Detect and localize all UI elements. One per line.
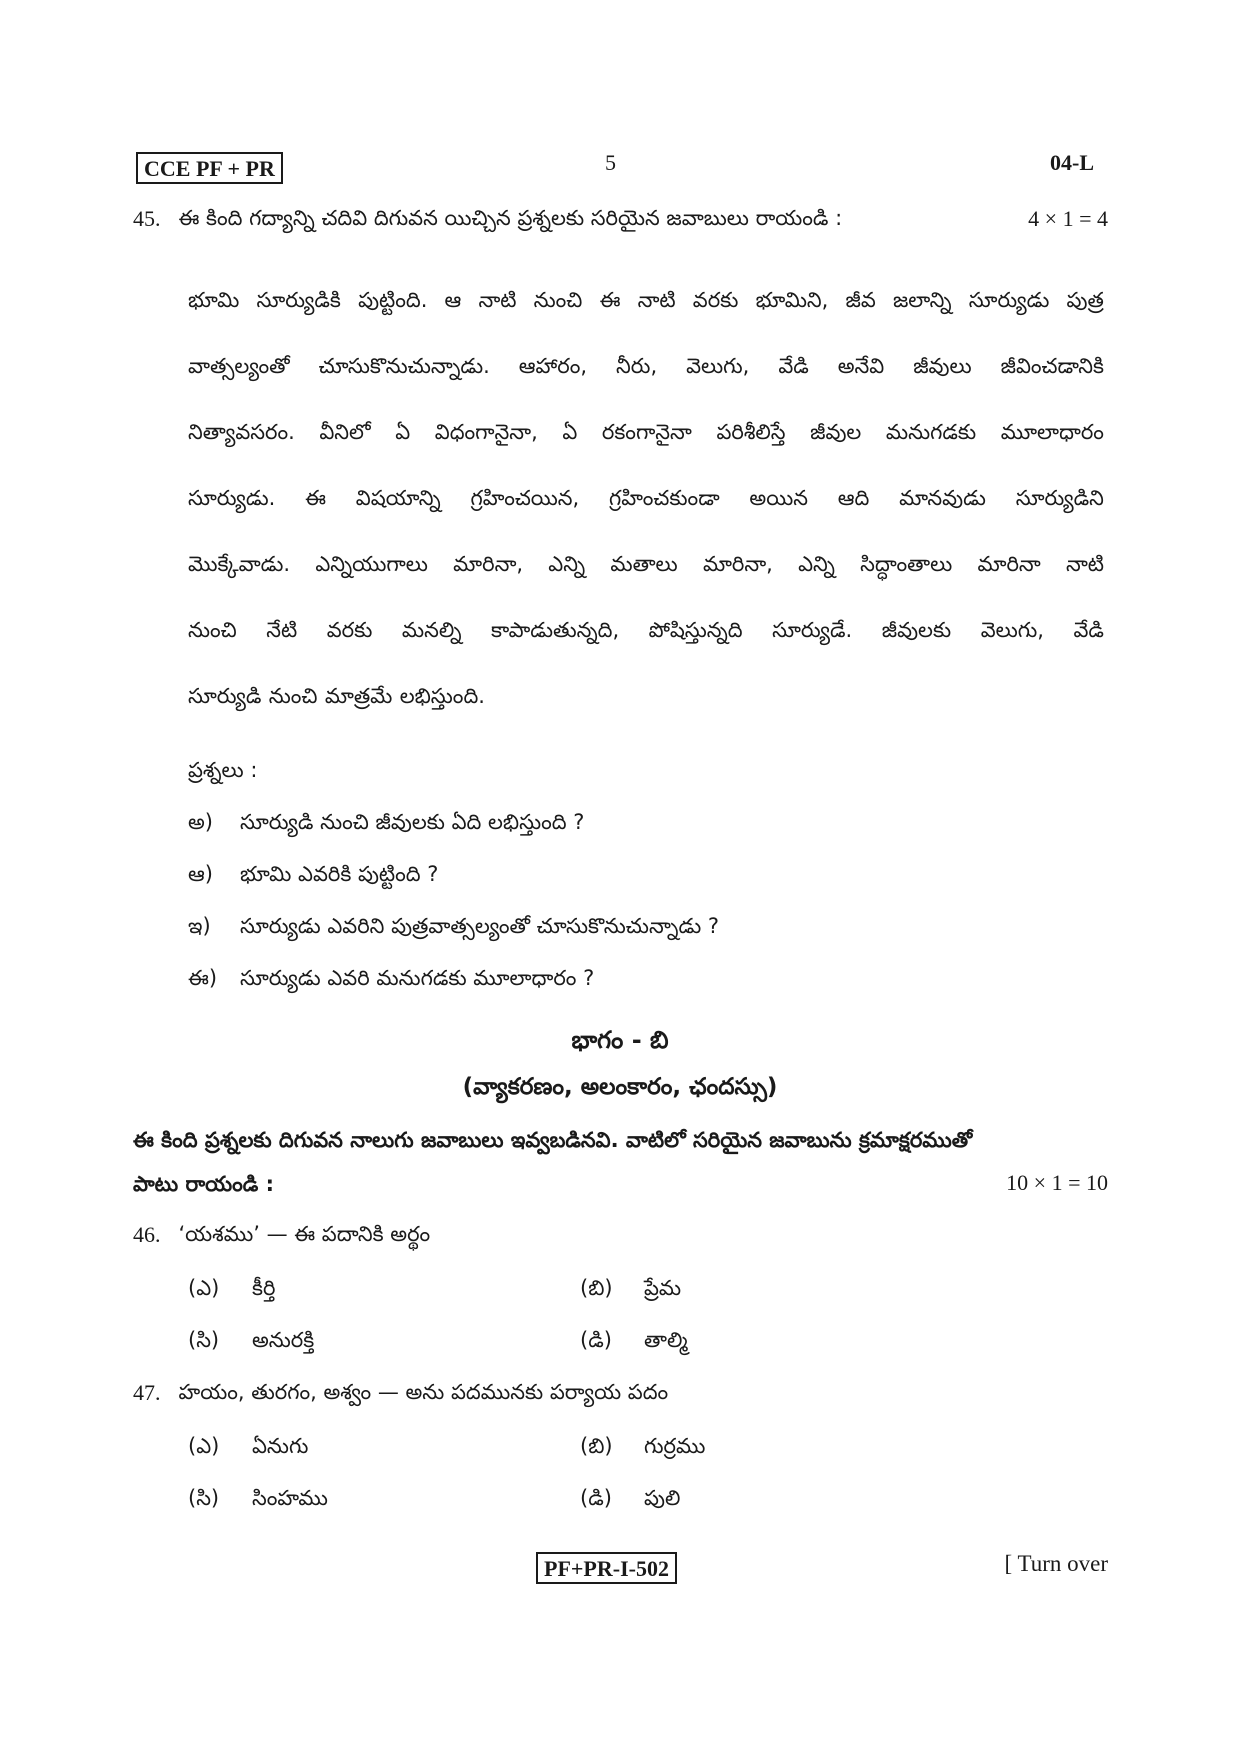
option-text: సింహము xyxy=(252,1486,328,1510)
option-text: ఏనుగు xyxy=(252,1434,309,1458)
page-number: 5 xyxy=(605,150,616,175)
passage-line: సూర్యుడు. ఈ విషయాన్ని గ్రహించయిన, గ్రహించకుండా అయిన ఆది మానవుడు సూర్యుడిని xyxy=(188,486,1104,510)
question-text: ‘యశము’ — ఈ పదానికి అర్థం xyxy=(178,1222,431,1246)
passage-line: సూర్యుడి నుంచి మాత్రమే లభిస్తుంది. xyxy=(188,684,485,708)
questions-label: ప్రశ్నలు : xyxy=(188,758,258,782)
option-a xyxy=(188,1434,308,1464)
option-label: (ఎ) xyxy=(188,1434,220,1458)
option-text: తాల్మి xyxy=(644,1328,688,1352)
option-label: (బి) xyxy=(580,1276,613,1300)
question-number: 47. xyxy=(133,1380,161,1405)
option-b xyxy=(580,1434,705,1464)
option-label: (డి) xyxy=(580,1486,612,1510)
turn-over-note: [ Turn over xyxy=(1004,1551,1108,1576)
sub-question-text: భూమి ఎవరికి పుట్టింది ? xyxy=(240,862,439,886)
passage-line: నిత్యావసరం. వీనిలో ఏ విధంగానైనా, ఏ రకంగానైనా పరిశీలిస్తే జీవుల మనుగడకు మూలాధారం xyxy=(188,420,1104,444)
passage-line: భూమి సూర్యుడికి పుట్టింది. ఆ నాటి నుంచి ఈ నాటి వరకు భూమిని, జీవ జలాన్ని సూర్యుడు పుత్ర xyxy=(188,288,1104,312)
sub-question-text: సూర్యుడి నుంచి జీవులకు ఏది లభిస్తుంది ? xyxy=(240,810,585,834)
question-number: 45. xyxy=(133,206,161,231)
sub-question-label: ఇ) xyxy=(188,914,211,938)
sub-question-text: సూర్యుడు ఎవరి మనుగడకు మూలాధారం ? xyxy=(240,966,595,990)
paper-code: 04-L xyxy=(1050,150,1094,175)
sub-question-label: ఆ) xyxy=(188,862,213,886)
sub-question-label: ఈ) xyxy=(188,966,218,990)
question-47-heading xyxy=(133,1380,668,1410)
option-text: అనురక్తి xyxy=(252,1328,315,1352)
passage-line: వాత్సల్యంతో చూసుకొనుచున్నాడు. ఆహారం, నీరు, వెలుగు, వేడి అనేవి జీవులు జీవించడానికి xyxy=(188,354,1104,378)
question-text: ఈ కింది గద్యాన్ని చదివి దిగువన యిచ్చిన ప్రశ్నలకు సరియైన జవాబులు రాయండి : xyxy=(178,206,843,230)
passage xyxy=(188,288,1104,750)
option-text: కీర్తి xyxy=(252,1276,276,1300)
option-c xyxy=(188,1486,328,1516)
option-text: గుర్రము xyxy=(644,1434,706,1458)
question-text: హయం, తురగం, అశ్వం — అను పదమునకు పర్యాయ పదం xyxy=(178,1380,669,1404)
option-label: (సి) xyxy=(188,1328,220,1352)
option-label: (ఎ) xyxy=(188,1276,220,1300)
option-d xyxy=(580,1328,688,1358)
footer-code: PF+PR-I-502 xyxy=(536,1552,677,1584)
sub-question xyxy=(188,810,584,840)
option-label: (బి) xyxy=(580,1434,613,1458)
sub-question xyxy=(188,966,594,996)
instruction-line: ఈ కింది ప్రశ్నలకు దిగువన నాలుగు జవాబులు ఇవ్వబడినవి. వాటిలో సరియైన జవాబును క్రమాక్షరముతో xyxy=(133,1128,973,1152)
part-b-title: భాగం - బి xyxy=(571,1026,669,1054)
section-marks: 10 × 1 = 10 xyxy=(1006,1170,1108,1195)
question-number: 46. xyxy=(133,1222,161,1247)
passage-line: నుంచి నేటి వరకు మనల్ని కాపాడుతున్నది, పోషిస్తున్నది సూర్యుడే. జీవులకు వెలుగు, వేడి xyxy=(188,618,1104,642)
sub-question-label: అ) xyxy=(188,810,213,834)
question-marks: 4 × 1 = 4 xyxy=(1028,206,1108,231)
header-code: CCE PF + PR xyxy=(136,152,283,184)
passage-line: మొక్కేవాడు. ఎన్నియుగాలు మారినా, ఎన్ని మతాలు మారినా, ఎన్ని సిద్ధాంతాలు మారినా నాటి xyxy=(188,552,1104,576)
sub-question-text: సూర్యుడు ఎవరిని పుత్రవాత్సల్యంతో చూసుకొనుచున్నాడు ? xyxy=(240,914,720,938)
option-c xyxy=(188,1328,314,1358)
question-46-heading xyxy=(133,1222,430,1252)
option-a xyxy=(188,1276,275,1306)
option-label: (సి) xyxy=(188,1486,220,1510)
option-text: ప్రేమ xyxy=(644,1276,682,1300)
option-label: (డి) xyxy=(580,1328,612,1352)
option-b xyxy=(580,1276,681,1306)
part-b-subtitle: (వ్యాకరణం, అలంకారం, ఛందస్సు) xyxy=(462,1074,778,1100)
option-text: పులి xyxy=(644,1486,681,1510)
instruction-line: పాటు రాయండి : xyxy=(133,1172,275,1196)
sub-question xyxy=(188,914,719,944)
option-d xyxy=(580,1486,680,1516)
sub-question xyxy=(188,862,438,892)
question-45-heading xyxy=(133,206,1108,236)
